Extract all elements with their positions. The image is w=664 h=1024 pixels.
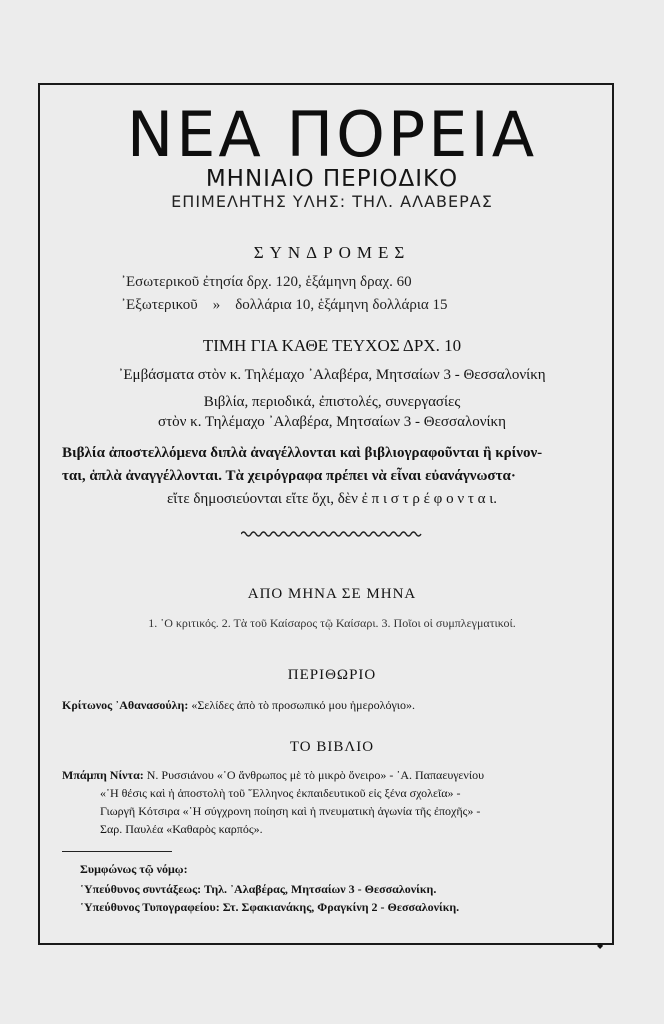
- editor-line: ΕΠΙΜΕΛΗΤΗΣ ΥΛΗΣ: ΤΗΛ. ΑΛΑΒΕΡΑΣ: [171, 192, 493, 211]
- book-entry-line-3: Γιωργῆ Κότσιρα «῾Η σύγχρονη ποίηση καὶ ἡ πνευματικὴ ἀγωνία τῆς ἐποχῆς» -: [100, 804, 481, 818]
- notice-line-1: Βιβλία ἀποστελλόμενα διπλὰ ἀναγέλλονται καὶ βιβλιογραφοῦνται ἢ κρίνον-: [62, 445, 543, 461]
- book-entry-line-4: Σαρ. Παυλέα «Καθαρὸς καρπός».: [100, 822, 263, 836]
- ornament-mark: ◆: [597, 941, 604, 950]
- footer-rule: [62, 851, 172, 852]
- subscription-domestic: ᾿Εσωτερικοῦ ἐτησία δρχ. 120, ἑξάμηνη δραχ. 60: [121, 274, 412, 290]
- margin-section-heading: ΠΕΡΙΘΩΡΙΟ: [287, 667, 377, 683]
- subscription-foreign: ᾿Εξωτερικοῦ » δολλάρια 10, ἑξάμηνη δολλάρια 15: [121, 297, 448, 313]
- correspondence-line-1: Βιβλία, περιοδικά, ἐπιστολές, συνεργασίες: [203, 394, 461, 410]
- notice-line-3: εἴτε δημοσιεύονται εἴτε ὄχι, δὲν ἐ π ι σ τ ρ έ φ ο ν τ α ι.: [166, 491, 498, 507]
- legal-line-2: ῾Υπεύθυνος Τυπογραφείου: Στ. Σφακιανάκης, Φραγκίνη 2 - Θεσσαλονίκη.: [80, 900, 460, 914]
- margin-author: Κρίτωνος ᾿Αθανασούλη:: [62, 698, 189, 712]
- notice-line-2: ται, ἁπλὰ ἀναγγέλλονται. Τὰ χειρόγραφα πρέπει νὰ εἶναι εὐανάγνωστα·: [62, 468, 516, 484]
- legal-heading: Συμφώνως τῷ νόμῳ:: [80, 862, 188, 876]
- subscriptions-heading: ΣΥΝΔΡΟΜΕΣ: [253, 243, 411, 262]
- journal-title: ΝΕΑ ΠΟΡΕΙΑ: [126, 98, 538, 171]
- wavy-divider: [241, 530, 423, 538]
- book-entry-line-2: «῾Η θέσις καὶ ἡ ἀποστολὴ τοῦ ῞Ελληνος ἐκπαιδευτικοῦ εἰς ξένα σχολεῖα» -: [100, 786, 461, 800]
- month-section-items: 1. ῾Ο κριτικός. 2. Τὰ τοῦ Καίσαρος τῷ Καίσαρι. 3. Ποῖοι οἱ συμπλεγματικοί.: [148, 616, 516, 630]
- remittance-address: ᾿Εμβάσματα στὸν κ. Τηλέμαχο ᾿Αλαβέρα, Μητσαίων 3 - Θεσσαλονίκη: [118, 367, 546, 383]
- issue-price: ΤΙΜΗ ΓΙΑ ΚΑΘΕ ΤΕΥΧΟΣ ΔΡΧ. 10: [202, 336, 462, 355]
- month-section-heading: ΑΠΟ ΜΗΝΑ ΣΕ ΜΗΝΑ: [247, 586, 417, 602]
- book-author: Μπάμπη Νίντα:: [62, 768, 144, 782]
- journal-subtitle: ΜΗΝΙΑΙΟ ΠΕΡΙΟΔΙΚΟ: [205, 166, 459, 192]
- book-section-heading: ΤΟ ΒΙΒΛΙΟ: [289, 739, 375, 755]
- book-entry-line-1: [62, 767, 484, 783]
- correspondence-line-2: στὸν κ. Τηλέμαχο ᾿Αλαβέρα, Μητσαίων 3 - Θεσσαλονίκη: [158, 414, 506, 430]
- margin-section-entry: [62, 697, 415, 713]
- margin-title: «Σελίδες ἀπὸ τὸ προσωπικό μου ἡμερολόγιο».: [188, 698, 415, 712]
- legal-line-1: ῾Υπεύθυνος συντάξεως: Τηλ. ᾿Αλαβέρας, Μητσαίων 3 - Θεσσαλονίκη.: [80, 882, 437, 896]
- book-entry-text-1: Ν. Ρυσσιάνου «῾Ο ἄνθρωπος μὲ τὸ μικρὸ ὄνειρο» - ᾿Α. Παπαευγενίου: [143, 768, 485, 782]
